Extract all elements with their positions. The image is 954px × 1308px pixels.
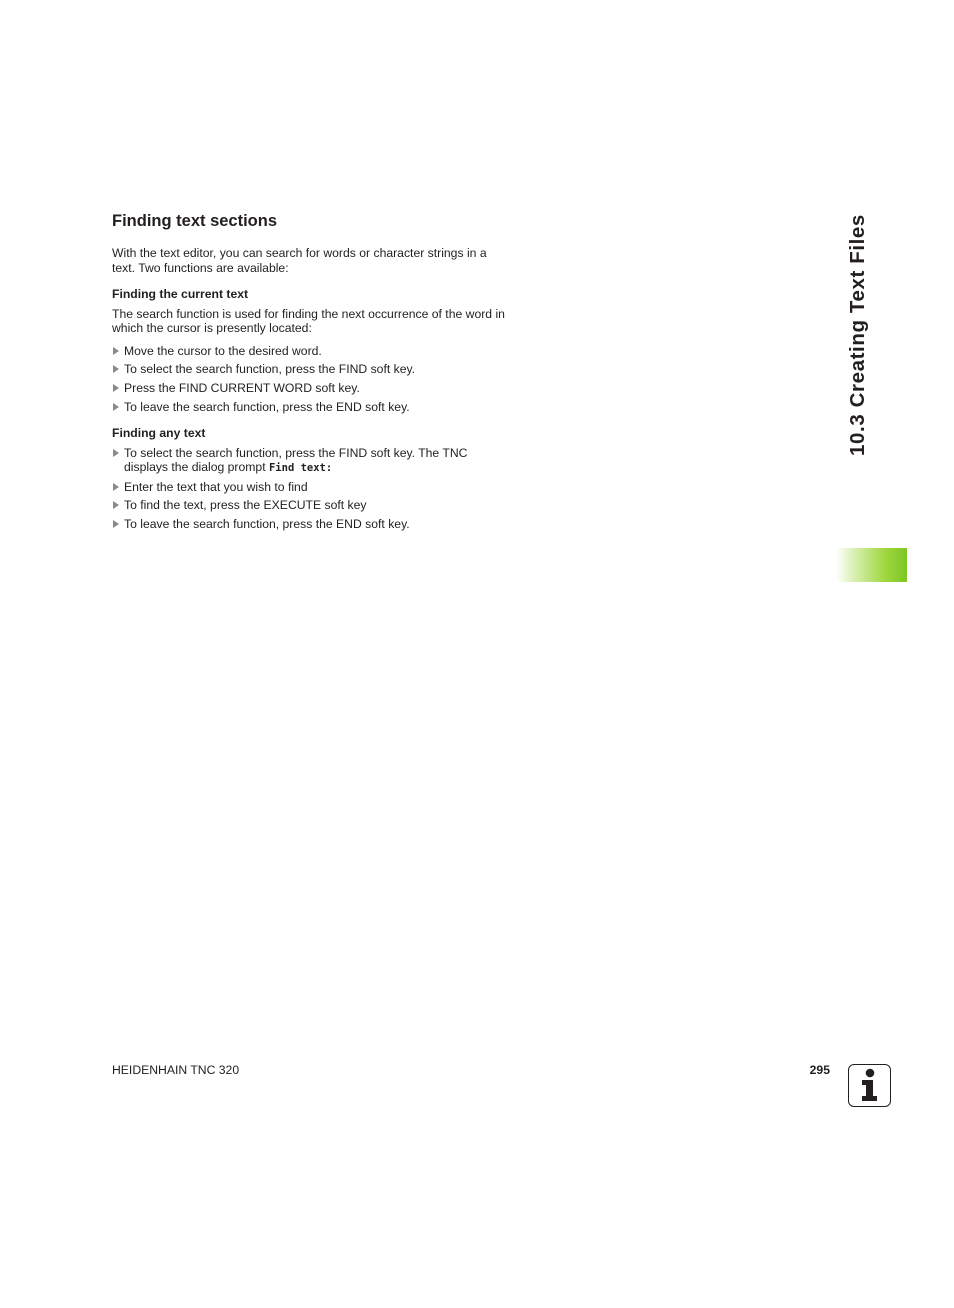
list-item: [112, 517, 512, 532]
list-item-text: To leave the search function, press the END soft key.: [124, 399, 410, 414]
chapter-tab-marker: [836, 548, 907, 582]
current-text-paragraph: The search function is used for finding the next occurrence of the word in which the cursor is presently located:: [112, 306, 505, 335]
list-item-text: Move the cursor to the desired word.: [124, 343, 322, 358]
bullet-triangle-icon: [113, 520, 119, 528]
info-glyph-icon: [849, 1065, 889, 1105]
list-item: [112, 498, 512, 513]
list-item-text: To select the search function, press the FIND soft key.: [124, 362, 416, 377]
bullet-triangle-icon: [113, 483, 119, 491]
page-number: 295: [809, 1063, 830, 1077]
section-title: Finding text sections: [112, 212, 278, 230]
chapter-side-title: [838, 200, 878, 470]
list-item: [112, 400, 512, 415]
footer-product: HEIDENHAIN TNC 320: [112, 1063, 240, 1077]
list-item: [112, 480, 512, 495]
bullet-triangle-icon: [113, 347, 119, 355]
list-item-text: Enter the text that you wish to find: [124, 479, 308, 494]
info-icon: [848, 1064, 891, 1107]
current-text-steps: [112, 344, 512, 415]
list-item: [112, 446, 512, 476]
list-item-text: To leave the search function, press the END soft key.: [124, 517, 410, 532]
subheading-any-text: Finding any text: [112, 426, 206, 441]
chapter-title-text: 10.3 Creating Text Files: [846, 214, 869, 456]
bullet-triangle-icon: [113, 501, 119, 509]
any-text-steps: [112, 446, 512, 532]
list-item: [112, 362, 512, 377]
bullet-triangle-icon: [113, 365, 119, 373]
list-item-text: Press the FIND CURRENT WORD soft key.: [124, 380, 360, 395]
main-content: [112, 210, 512, 536]
bullet-triangle-icon: [113, 384, 119, 392]
bullet-triangle-icon: [113, 449, 119, 457]
subheading-current-text: Finding the current text: [112, 287, 249, 301]
list-item-text: To find the text, press the EXECUTE soft key: [124, 498, 367, 513]
list-item-text: To select the search function, press the FIND soft key. The TNC displays the dialog prompt: [124, 445, 468, 475]
dialog-prompt: Find text:: [268, 462, 333, 475]
intro-paragraph: With the text editor, you can search for words or character strings in a text. Two functions are available:: [112, 246, 487, 275]
list-item: [112, 344, 512, 359]
list-item: [112, 381, 512, 396]
bullet-triangle-icon: [113, 403, 119, 411]
